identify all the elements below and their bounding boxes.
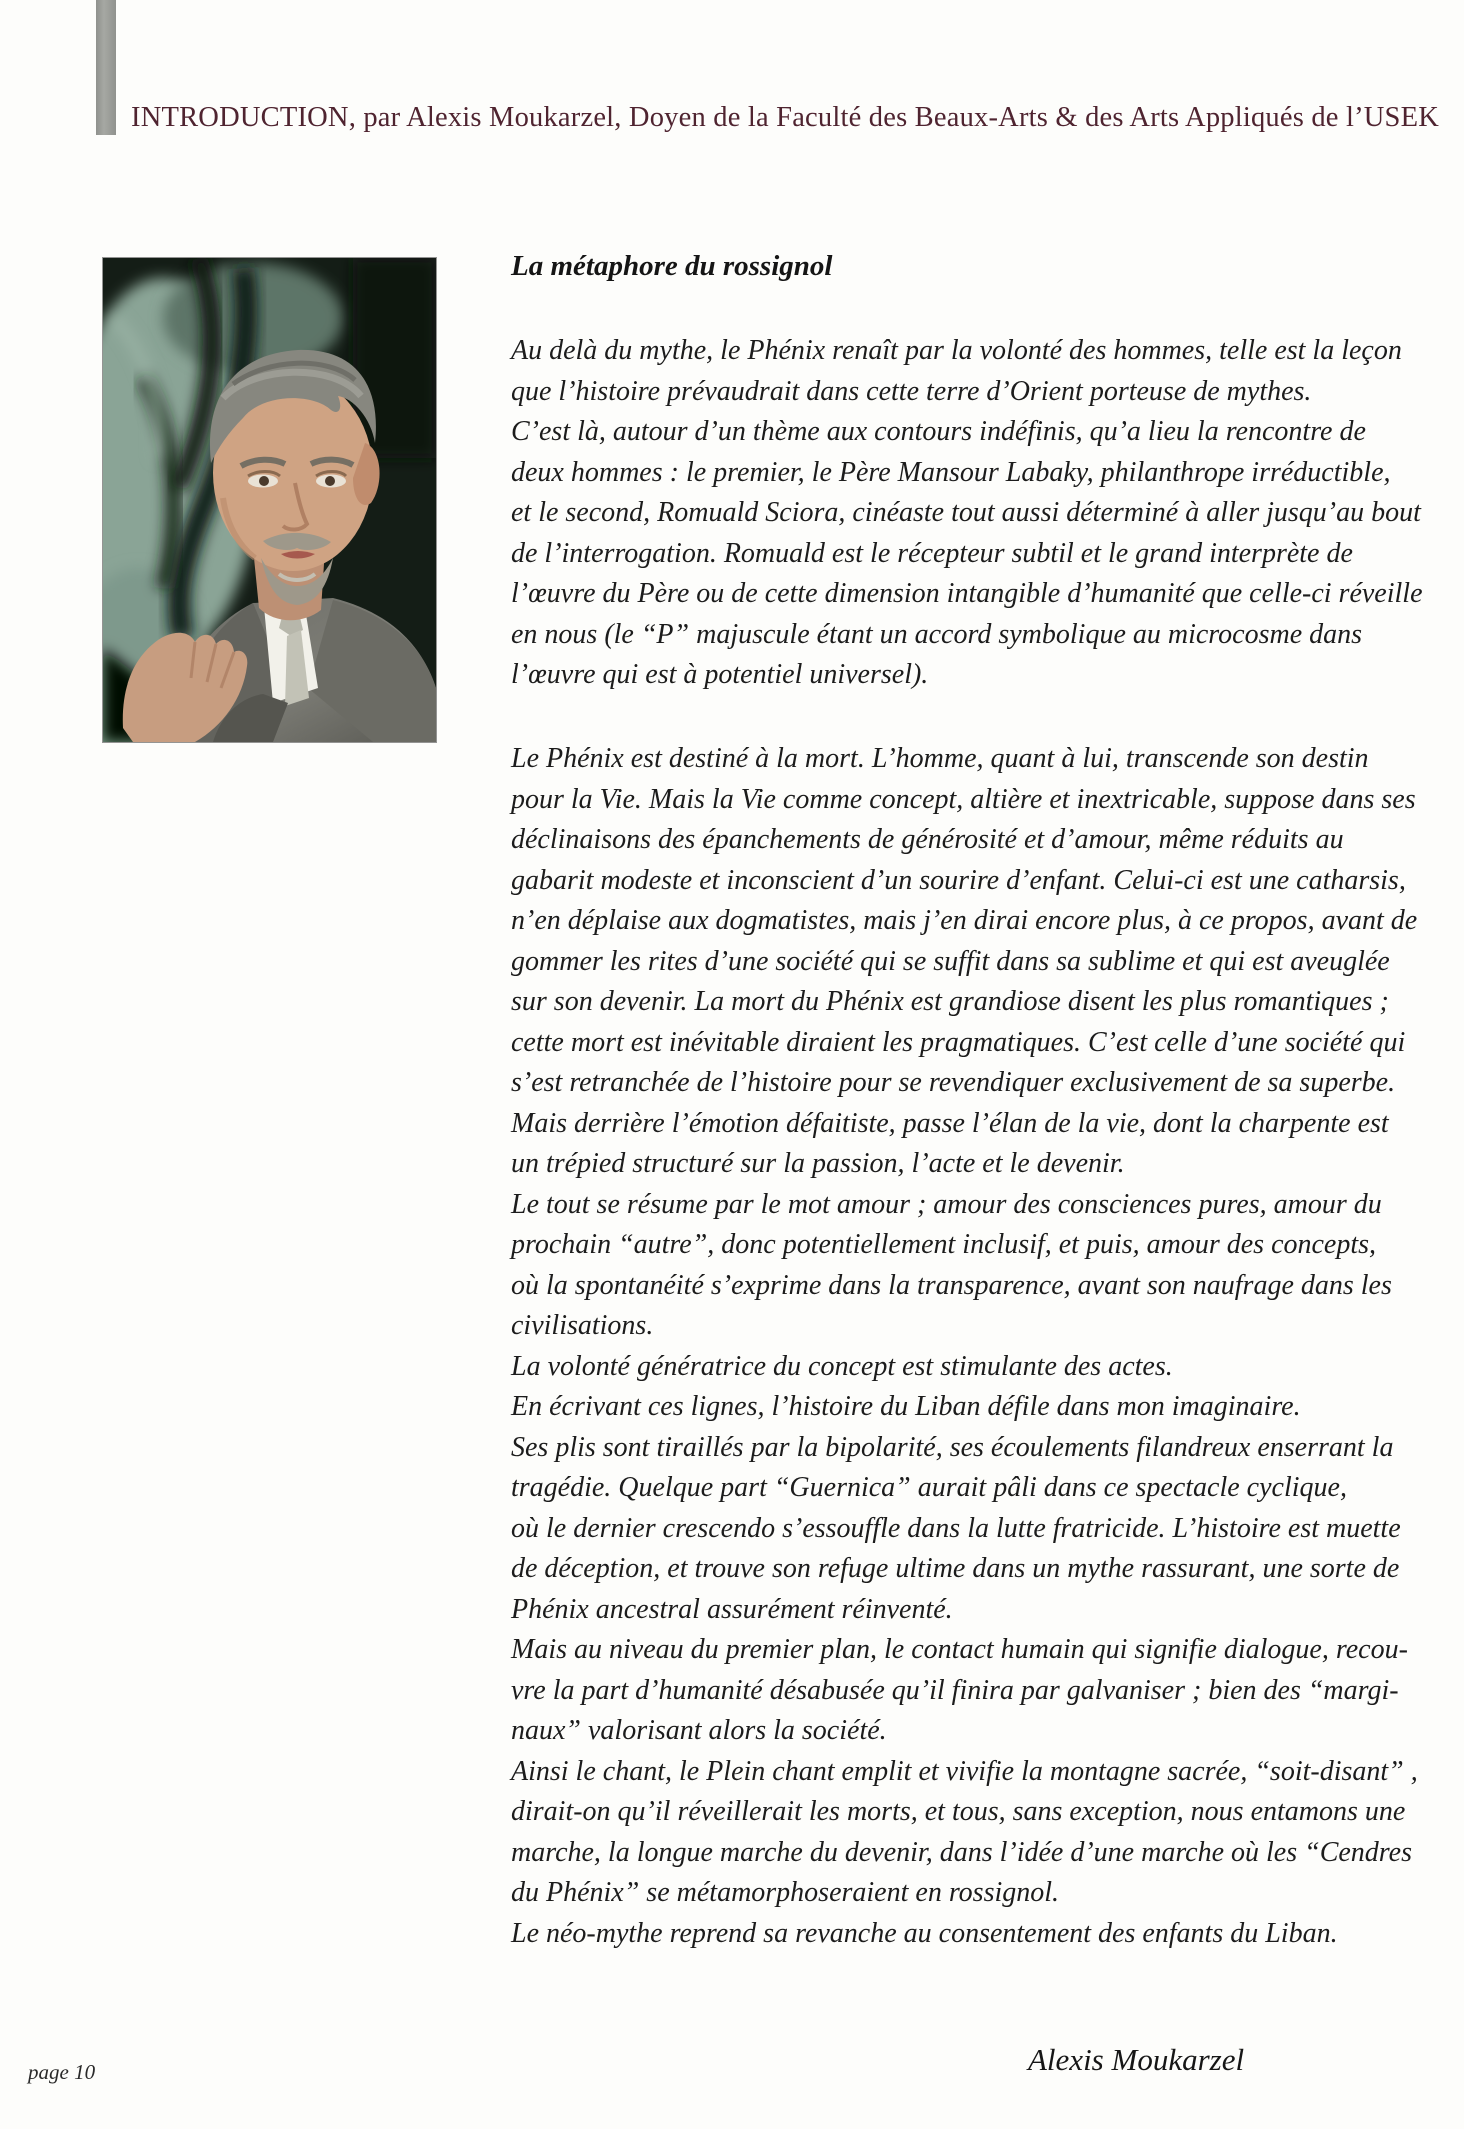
text-line: et le second, Romuald Sciora, cinéaste tout aussi déterminé à aller jusqu’au bout bbox=[511, 497, 1421, 528]
text-line: en nous (le “P” majuscule étant un accord symbolique au microcosme dans bbox=[511, 618, 1363, 650]
text-line: l’œuvre du Père ou de cette dimension intangible d’humanité que celle-ci réveille bbox=[511, 578, 1423, 609]
text-line: un trépied structuré sur la passion, l’acte et le devenir. bbox=[511, 1148, 1125, 1179]
text-line: s’est retranchée de l’histoire pour se revendiquer exclusivement de sa superbe. bbox=[511, 1067, 1396, 1098]
page-number: page 10 bbox=[28, 2060, 96, 2084]
text-line: C’est là, autour d’un thème aux contours indéfinis, qu’a lieu la rencontre de bbox=[511, 416, 1366, 447]
header-title: INTRODUCTION, par Alexis Moukarzel, Doyen de la Faculté des Beaux-Arts & des Arts Appliqués de l’USEK bbox=[131, 102, 1440, 133]
text-line: que l’histoire prévaudrait dans cette terre d’Orient porteuse de mythes. bbox=[511, 375, 1312, 407]
text-line: En écrivant ces lignes, l’histoire du Liban défile dans mon imaginaire. bbox=[511, 1391, 1301, 1422]
portrait-illustration bbox=[103, 258, 436, 742]
page-header bbox=[131, 102, 1440, 134]
text-line: Le tout se résume par le mot amour ; amour des consciences pures, amour du bbox=[511, 1188, 1382, 1220]
text-line: Ses plis sont tiraillés par la bipolarité, ses écoulements filandreux enserrant la bbox=[511, 1431, 1394, 1463]
text-line: déclinaisons des épanchements de générosité et d’amour, même réduits au bbox=[511, 824, 1344, 855]
text-line: cette mort est inévitable diraient les pragmatiques. C’est celle d’une société qui bbox=[511, 1026, 1406, 1058]
text-line: n’en déplaise aux dogmatistes, mais j’en dirai encore plus, à ce propos, avant de bbox=[511, 905, 1418, 936]
text-line: Le néo-mythe reprend sa revanche au consentement des enfants du Liban. bbox=[511, 1917, 1338, 1949]
gray-accent-bar bbox=[96, 0, 116, 135]
text-line: Mais au niveau du premier plan, le contact humain qui signifie dialogue, recou- bbox=[511, 1634, 1408, 1665]
text-line: prochain “autre”, donc potentiellement inclusif, et puis, amour des concepts, bbox=[511, 1229, 1377, 1260]
text-line: où la spontanéité s’exprime dans la transparence, avant son naufrage dans les bbox=[511, 1269, 1392, 1301]
text-line: pour la Vie. Mais la Vie comme concept, altière et inextricable, suppose dans ses bbox=[511, 783, 1416, 815]
text-line: gabarit modeste et inconscient d’un sourire d’enfant. Celui-ci est une catharsis, bbox=[511, 864, 1406, 896]
text-line: Ainsi le chant, le Plein chant emplit et vivifie la montagne sacrée, “soit-disant” , bbox=[511, 1755, 1418, 1787]
paragraph-1 bbox=[511, 331, 1421, 696]
text-line: Phénix ancestral assurément réinventé. bbox=[511, 1593, 953, 1625]
text-line: Le Phénix est destiné à la mort. L’homme, quant à lui, transcende son destin bbox=[511, 743, 1369, 774]
text-line: La volonté génératrice du concept est stimulante des actes. bbox=[511, 1350, 1173, 1382]
author-signature: Alexis Moukarzel bbox=[1028, 2042, 1245, 2077]
text-line: Au delà du mythe, le Phénix renaît par la volonté des hommes, telle est la leçon bbox=[511, 335, 1402, 366]
text-line: civilisations. bbox=[511, 1310, 654, 1341]
text-line: l’œuvre qui est à potentiel universel). bbox=[511, 659, 929, 690]
text-line: vre la part d’humanité désabusée qu’il finira par galvaniser ; bien des “margi- bbox=[511, 1674, 1399, 1706]
text-line: tragédie. Quelque part “Guernica” aurait pâli dans ce spectacle cyclique, bbox=[511, 1472, 1347, 1503]
text-line: naux” valorisant alors la société. bbox=[511, 1715, 887, 1746]
text-line: sur son devenir. La mort du Phénix est grandiose disent les plus romantiques ; bbox=[511, 986, 1389, 1017]
text-line: du Phénix” se métamorphoseraient en rossignol. bbox=[511, 1877, 1060, 1908]
portrait-photo bbox=[103, 258, 436, 742]
text-line: gommer les rites d’une société qui se suffit dans sa sublime et qui est aveuglée bbox=[511, 945, 1390, 977]
text-line: de l’interrogation. Romuald est le récepteur subtil et le grand interprète de bbox=[511, 537, 1353, 569]
text-line: Mais derrière l’émotion défaitiste, passe l’élan de la vie, dont la charpente est bbox=[511, 1107, 1389, 1139]
text-line: dirait-on qu’il réveillerait les morts, et tous, sans exception, nous entamons une bbox=[511, 1796, 1406, 1827]
paragraph-2 bbox=[511, 739, 1421, 1954]
text-line: deux hommes : le premier, le Père Mansour Labaky, philanthrope irréductible, bbox=[511, 456, 1391, 488]
text-line: marche, la longue marche du devenir, dans l’idée d’une marche où les “Cendres bbox=[511, 1836, 1412, 1868]
article-title: La métaphore du rossignol bbox=[511, 250, 833, 282]
text-line: de déception, et trouve son refuge ultime dans un mythe rassurant, une sorte de bbox=[511, 1553, 1400, 1584]
text-line: où le dernier crescendo s’essouffle dans la lutte fratricide. L’histoire est muette bbox=[511, 1512, 1401, 1544]
